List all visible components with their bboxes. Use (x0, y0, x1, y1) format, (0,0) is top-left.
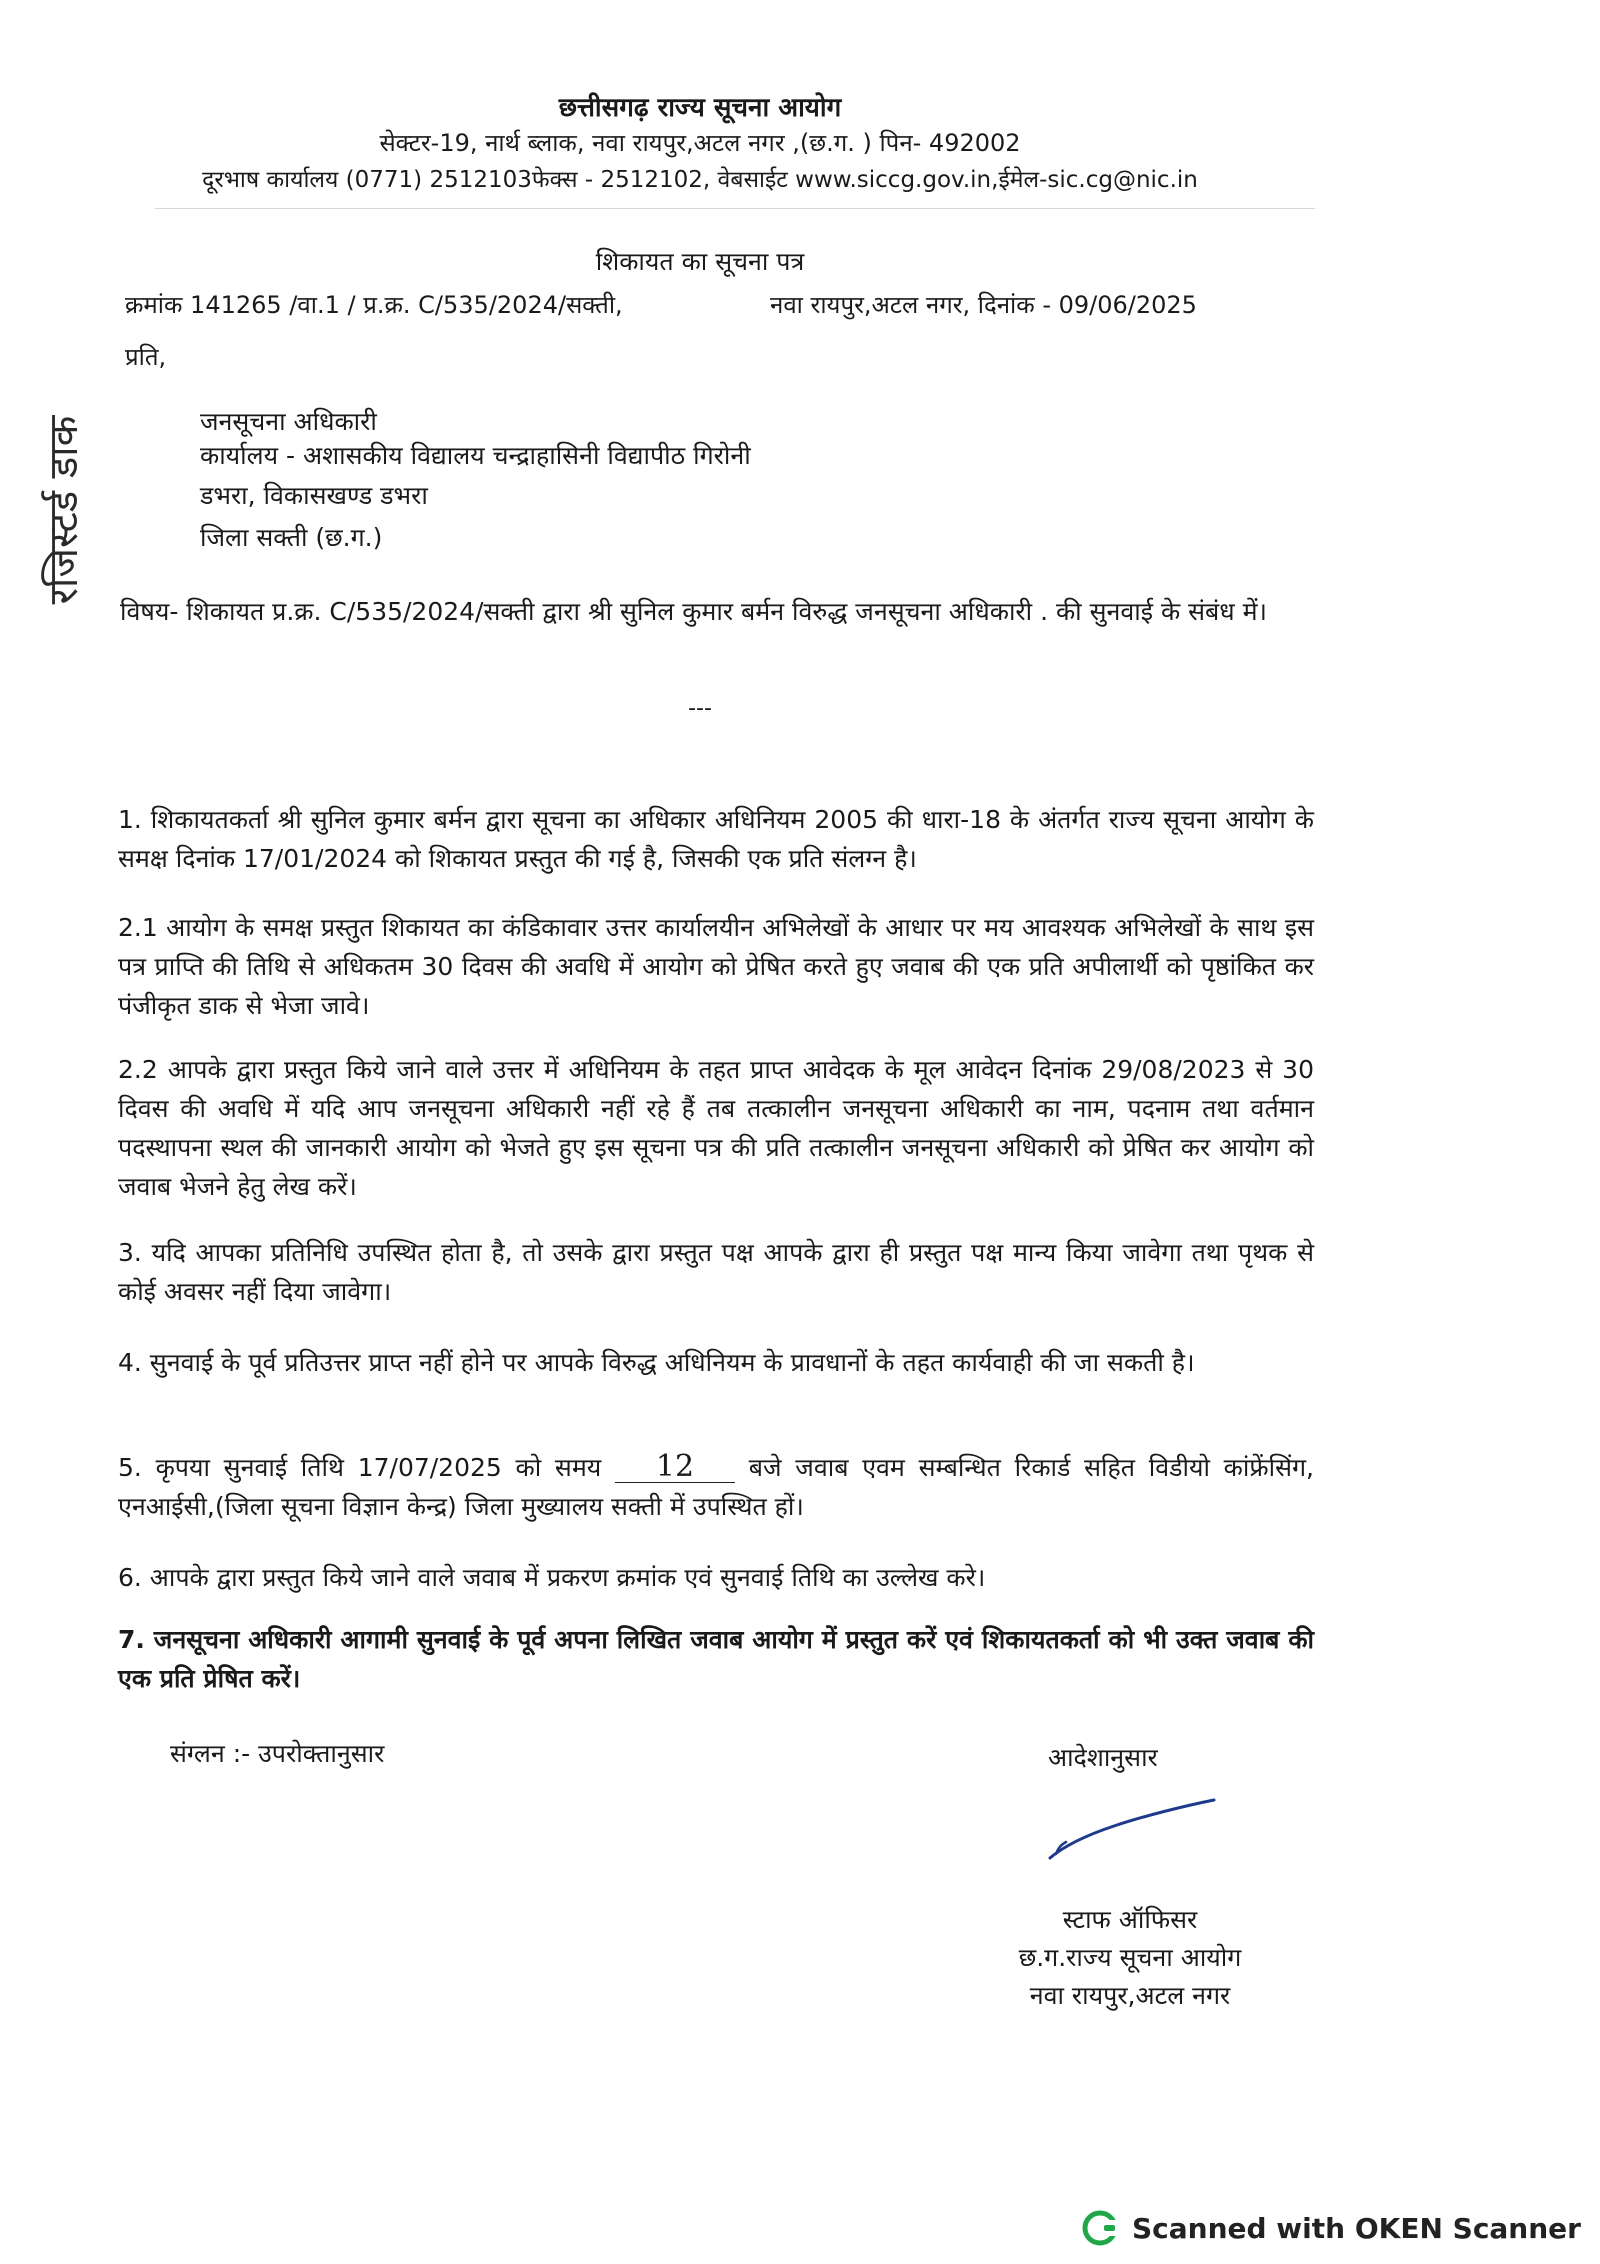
org-address: सेक्टर-19, नार्थ ब्लाक, नवा रायपुर,अटल नगर ,(छ.ग. ) पिन- 492002 (379, 129, 1021, 157)
stamp-text: रजिस्टर्ड डाक (41, 415, 87, 605)
enclosure-note: संग्लन :- उपरोक्तानुसार (170, 1739, 385, 1768)
hearing-time-field: 12 (615, 1452, 735, 1483)
paragraph-2-2: 2.2 आपके द्वारा प्रस्तुत किये जाने वाले उत्तर में अधिनियम के तहत प्राप्त आवेदक के मूल आवेदन दिनांक 29/08/2023 से 30 दिवस की अवधि में यदि आप जनसूचना अधिकारी नहीं रहे हैं तब तत्कालीन जनसूचना अधिकारी का नाम, पदनाम तथा वर्तमान पदस्थापना स्थल की जानकारी आयोग को भेजते हुए इस सूचना पत्र की प्रति तत्कालीन जनसूचना अधिकारी को प्रेषित कर आयोग को जवाब भेजने हेतु लेख करें। (118, 1055, 1314, 1201)
registered-post-stamp (34, 360, 98, 660)
by-order: आदेशानुसार (1048, 1743, 1158, 1772)
paragraph-2-1: 2.1 आयोग के समक्ष प्रस्तुत शिकायत का कंडिकावार उत्तर कार्यालयीन अभिलेखों के आधार पर मय आवश्यक अभिलेखों के साथ इस पत्र प्राप्ति की तिथि से अधिकतम 30 दिवस की अवधि में आयोग को प्रेषित करते हुए जवाब की एक प्रति अपीलार्थी को पृष्ठांकित कर पंजीकृत डाक से भेजा जावे। (118, 913, 1314, 1020)
letter-title: शिकायत का सूचना पत्र (595, 247, 805, 276)
designation-line: नवा रायपुर,अटल नगर (1029, 1981, 1231, 2010)
to-label: प्रति, (125, 343, 167, 371)
separator: --- (688, 696, 712, 721)
scanner-watermark: Scanned with OKEN Scanner (1132, 2212, 1581, 2245)
header-divider (155, 208, 1315, 209)
paragraph-4: 4. सुनवाई के पूर्व प्रतिउत्तर प्राप्त नहीं होने पर आपके विरुद्ध अधिनियम के प्रावधानों के तहत कार्यवाही की जा सकती है। (118, 1348, 1195, 1377)
designation-line: छ.ग.राज्य सूचना आयोग (1018, 1943, 1242, 1972)
addressee-line: जिला सक्ती (छ.ग.) (200, 523, 383, 552)
org-name: छत्तीसगढ़ राज्य सूचना आयोग (558, 93, 842, 123)
paragraph-1: 1. शिकायतकर्ता श्री सुनिल कुमार बर्मन द्वारा सूचना का अधिकार अधिनियम 2005 की धारा-18 के अंतर्गत राज्य सूचना आयोग के समक्ष दिनांक 17/01/2024 को शिकायत प्रस्तुत की गई है, जिसकी एक प्रति संलग्न है। (118, 805, 1314, 873)
paragraph-5-after: बजे जवाब एवम सम्बन्धित रिकार्ड सहित विडीयो कांफ्रेंसिंग, एनआईसी,(जिला सूचना विज्ञान केन्द्र) जिला मुख्यालय सक्ती में उपस्थित हों। (118, 1453, 1314, 1521)
org-contact: दूरभाष कार्यालय (0771) 2512103फेक्स - 2512102, वेबसाईट www.siccg.gov.in,ईमेल-sic.cg@nic.in (202, 167, 1198, 193)
addressee-line: डभरा, विकासखण्ड डभरा (200, 481, 428, 510)
subject-line: विषय- शिकायत प्र.क्र. C/535/2024/सक्ती द्वारा श्री सुनिल कुमार बर्मन विरुद्ध जनसूचना अधिकारी . की सुनवाई के संबंध में। (120, 597, 1268, 626)
paragraph-7: 7. जनसूचना अधिकारी आगामी सुनवाई के पूर्व अपना लिखित जवाब आयोग में प्रस्तुत करें एवं शिकायतकर्ता को भी उक्त जवाब की एक प्रति प्रेषित करें। (118, 1625, 1314, 1693)
paragraph-5-before: 5. कृपया सुनवाई तिथि 17/07/2025 को समय (118, 1453, 602, 1482)
reference-number: क्रमांक 141265 /वा.1 / प्र.क्र. C/535/2024/सक्ती, (125, 291, 623, 319)
place-date: नवा रायपुर,अटल नगर, दिनांक - 09/06/2025 (770, 291, 1197, 319)
scanner-logo-icon (1082, 2210, 1118, 2246)
addressee-line: जनसूचना अधिकारी (200, 407, 377, 436)
addressee-line: कार्यालय - अशासकीय विद्यालय चन्द्राहासिनी विद्यापीठ गिरोनी (200, 441, 751, 470)
signature (1044, 1796, 1224, 1870)
designation-line: स्टाफ ऑफिसर (1062, 1905, 1198, 1934)
paragraph-3: 3. यदि आपका प्रतिनिधि उपस्थित होता है, तो उसके द्वारा प्रस्तुत पक्ष आपके द्वारा ही प्रस्तुत पक्ष मान्य किया जावेगा तथा पृथक से कोई अवसर नहीं दिया जावेगा। (118, 1238, 1314, 1306)
paragraph-6: 6. आपके द्वारा प्रस्तुत किये जाने वाले जवाब में प्रकरण क्रमांक एवं सुनवाई तिथि का उल्लेख करे। (118, 1563, 986, 1592)
paragraph-5 (118, 1448, 1314, 1526)
